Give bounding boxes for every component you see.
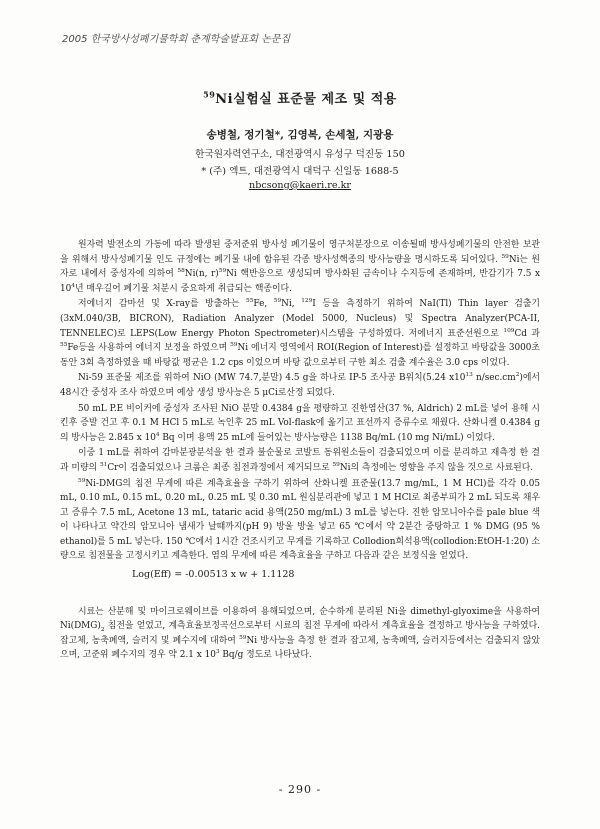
paragraph-efficiency: $^{59}$Ni-DMG의 침전 무게에 따른 계측효율을 구하기 위하여 산화니켈 표준물(13.7 mg/mL, 1 M HCl)를 각각 0.05 mL, 0.10 mL, 0.15 mL, 0.20 mL, 0.25 mL 및 0.30 mL 원심분리관에 넣고 1 M HCl로 최종부피가 2 mL 되도록 채우고 증류수 7.5 mL, Acetone 13 mL, tataric acid 용액(250 mg/mL) 3 mL를 넣는다. 진한 암모니아수를 pale blue 색이 나타나고 약간의 암모니아 냄새가 날때까지(pH 9) 방울 방울 넣고 65 ℃에서 약 2분간 중탕하고 1 % DMG (95 % ethanol)를 5 mL 넣는다. 150 ℃에서 1시간 건조시키고 무게를 기록하고 Collodion희석용액(collodion:EtOH-1:20) 소량으로 침전물을 고정시키고 계측한다. 염의 무게에 따른 계측효율을 구하고 다음과 같은 보정식을 얻었다.	[60, 477, 540, 562]
paragraph-introduction: 원자력 발전소의 가동에 따라 발생된 중저준위 방사성 폐기물이 영구처분장으로 이송될때 방사성폐기물의 안전한 보관을 위해서 방사성폐기물 인도 규정에는 폐기물 내에 함유된 각종 방사성핵종의 방사능량을 명시하도록 되어있다. $^{59}$Ni는 원자로 내에서 중성자에 의하여 $^{58}$Ni(n, r)$^{59}$Ni 핵반응으로 생성되며 방사화된 금속이나 수지등에 존재하며, 반감기가 7.5 x $10^4$년 매우길어 폐기물 처분시 중요하게 취급되는 핵종이다.	[60, 240, 540, 294]
author-list: 송병철, 정기철*, 김영복, 손세철, 지광용	[206, 129, 394, 141]
title-superscript: 59	[203, 89, 216, 100]
paragraph-irradiation: Ni-59 표준물 제조를 위하여 NiO (MW 74.7,분말) 4.5 g을 하나로 IP-5 조사공 B위치(5.24 $x10^{13}$ $n/\sec.cm^2$)에서 48시간 중성자 조사 하였으며 예상 생성 방사능은 5 μCi로산정 되었다.	[60, 372, 540, 398]
conference-header: 2005 한국방사성폐기물학회 춘계학술발표회 논문집	[62, 34, 291, 45]
affiliation-1: 한국원자력연구소, 대전광역시 유성구 덕진동 150	[195, 149, 405, 160]
paper-body	[60, 238, 540, 664]
paragraph-leps-system: 저에너지 감마선 및 X-ray를 방출하는 $^{55}$Fe, $^{59}$Ni, $^{129}$I 등을 측정하기 위하여 NaI(Tl) Thin layer 검출기(3xM.040/3B, BICRON), Radiation Analyzer (Model 5000, Nucleus) 및 Spectra Analyzer(PCA-II, TENNELEC)로 LEPS(Low Energy Photon Spectrometer)시스템을 구성하였다. 저에너지 표준선원으로 $^{109}$Cd 과 $^{55}$Fe등을 사용하여 에너지 보정을 하였으며 $^{59}$Ni 에너지 영역에서 ROI(Region of Interest)를 설정하고 바탕값을 3000초 동안 3회 측정하였을 때 바탕값 평균은 1.2 cps 이었으며 바탕 값으로부터 구한 최소 검출 계수율은 3.0 cps 이었다.	[60, 298, 540, 368]
efficiency-formula: Log(Eff) = -0.00513 x w + 1.1128	[132, 569, 295, 581]
title-text: Ni실험실 표준물 제조 및 적용	[215, 92, 397, 107]
author-email-link[interactable]: nbcsong@kaeri.re.kr	[249, 180, 351, 191]
paragraph-results: 시료는 산분해 및 마이크로웨이브를 이용하여 용해되었으며, 순수하게 분리된 Ni을 dimethyl-glyoxime을 사용하여 $Ni(DMG)_2$ 침전을 얻었고, 계측효율보정곡선으로부터 시료의 침전 무게에 따라서 계측효율을 결정하고 방사능을 구하였다. 잡고체, 농축폐액, 슬러지 및 폐수지에 대하여 $^{59}$Ni 방사능을 측정 한 결과 잡고체, 농축폐액, 슬러지등에서는 검출되지 않았으며, 고준위 폐수지의 경우 약 2.1 x $10^3$ Bq/g 정도로 나타났다.	[60, 606, 540, 661]
paper-title	[0, 88, 600, 107]
paragraph-dissolution: 50 mL P.E 비이커에 중성자 조사된 NiO 분말 0.4384 g을 평량하고 진한염산(37 %, Aldrich) 2 mL를 넣어 용해 시킨후 증발 건고 후 0.1 M HCl 5 mL로 녹인후 25 mL Vol-flask에 옮기고 표선까지 증류수로 채웠다. 산화니켈 0.4384 g의 방사능은 2.845 x $10^4$ Bq 이며 용액 25 mL에 들어있는 방사능량은 1138 Bq/mL (10 mg Ni/mL) 이었다.	[60, 403, 540, 443]
page-number: - 290 -	[278, 783, 322, 796]
affiliation-2: * (주) 엑트, 대전광역시 대덕구 신일동 1688-5	[201, 166, 399, 177]
paragraph-impurity: 이중 1 mL를 취하여 감마분광분석을 한 결과 불순물로 코발트 동위원소들이 검출되었으며 이를 분리하고 재측정 한 결과 미량의 $^{51}$Cr이 검출되었으나 크롬은 최종 침전과정에서 제거되므로 $^{59}$Ni의 측정에는 영향을 주지 않을 것으로 사료된다.	[60, 448, 540, 473]
